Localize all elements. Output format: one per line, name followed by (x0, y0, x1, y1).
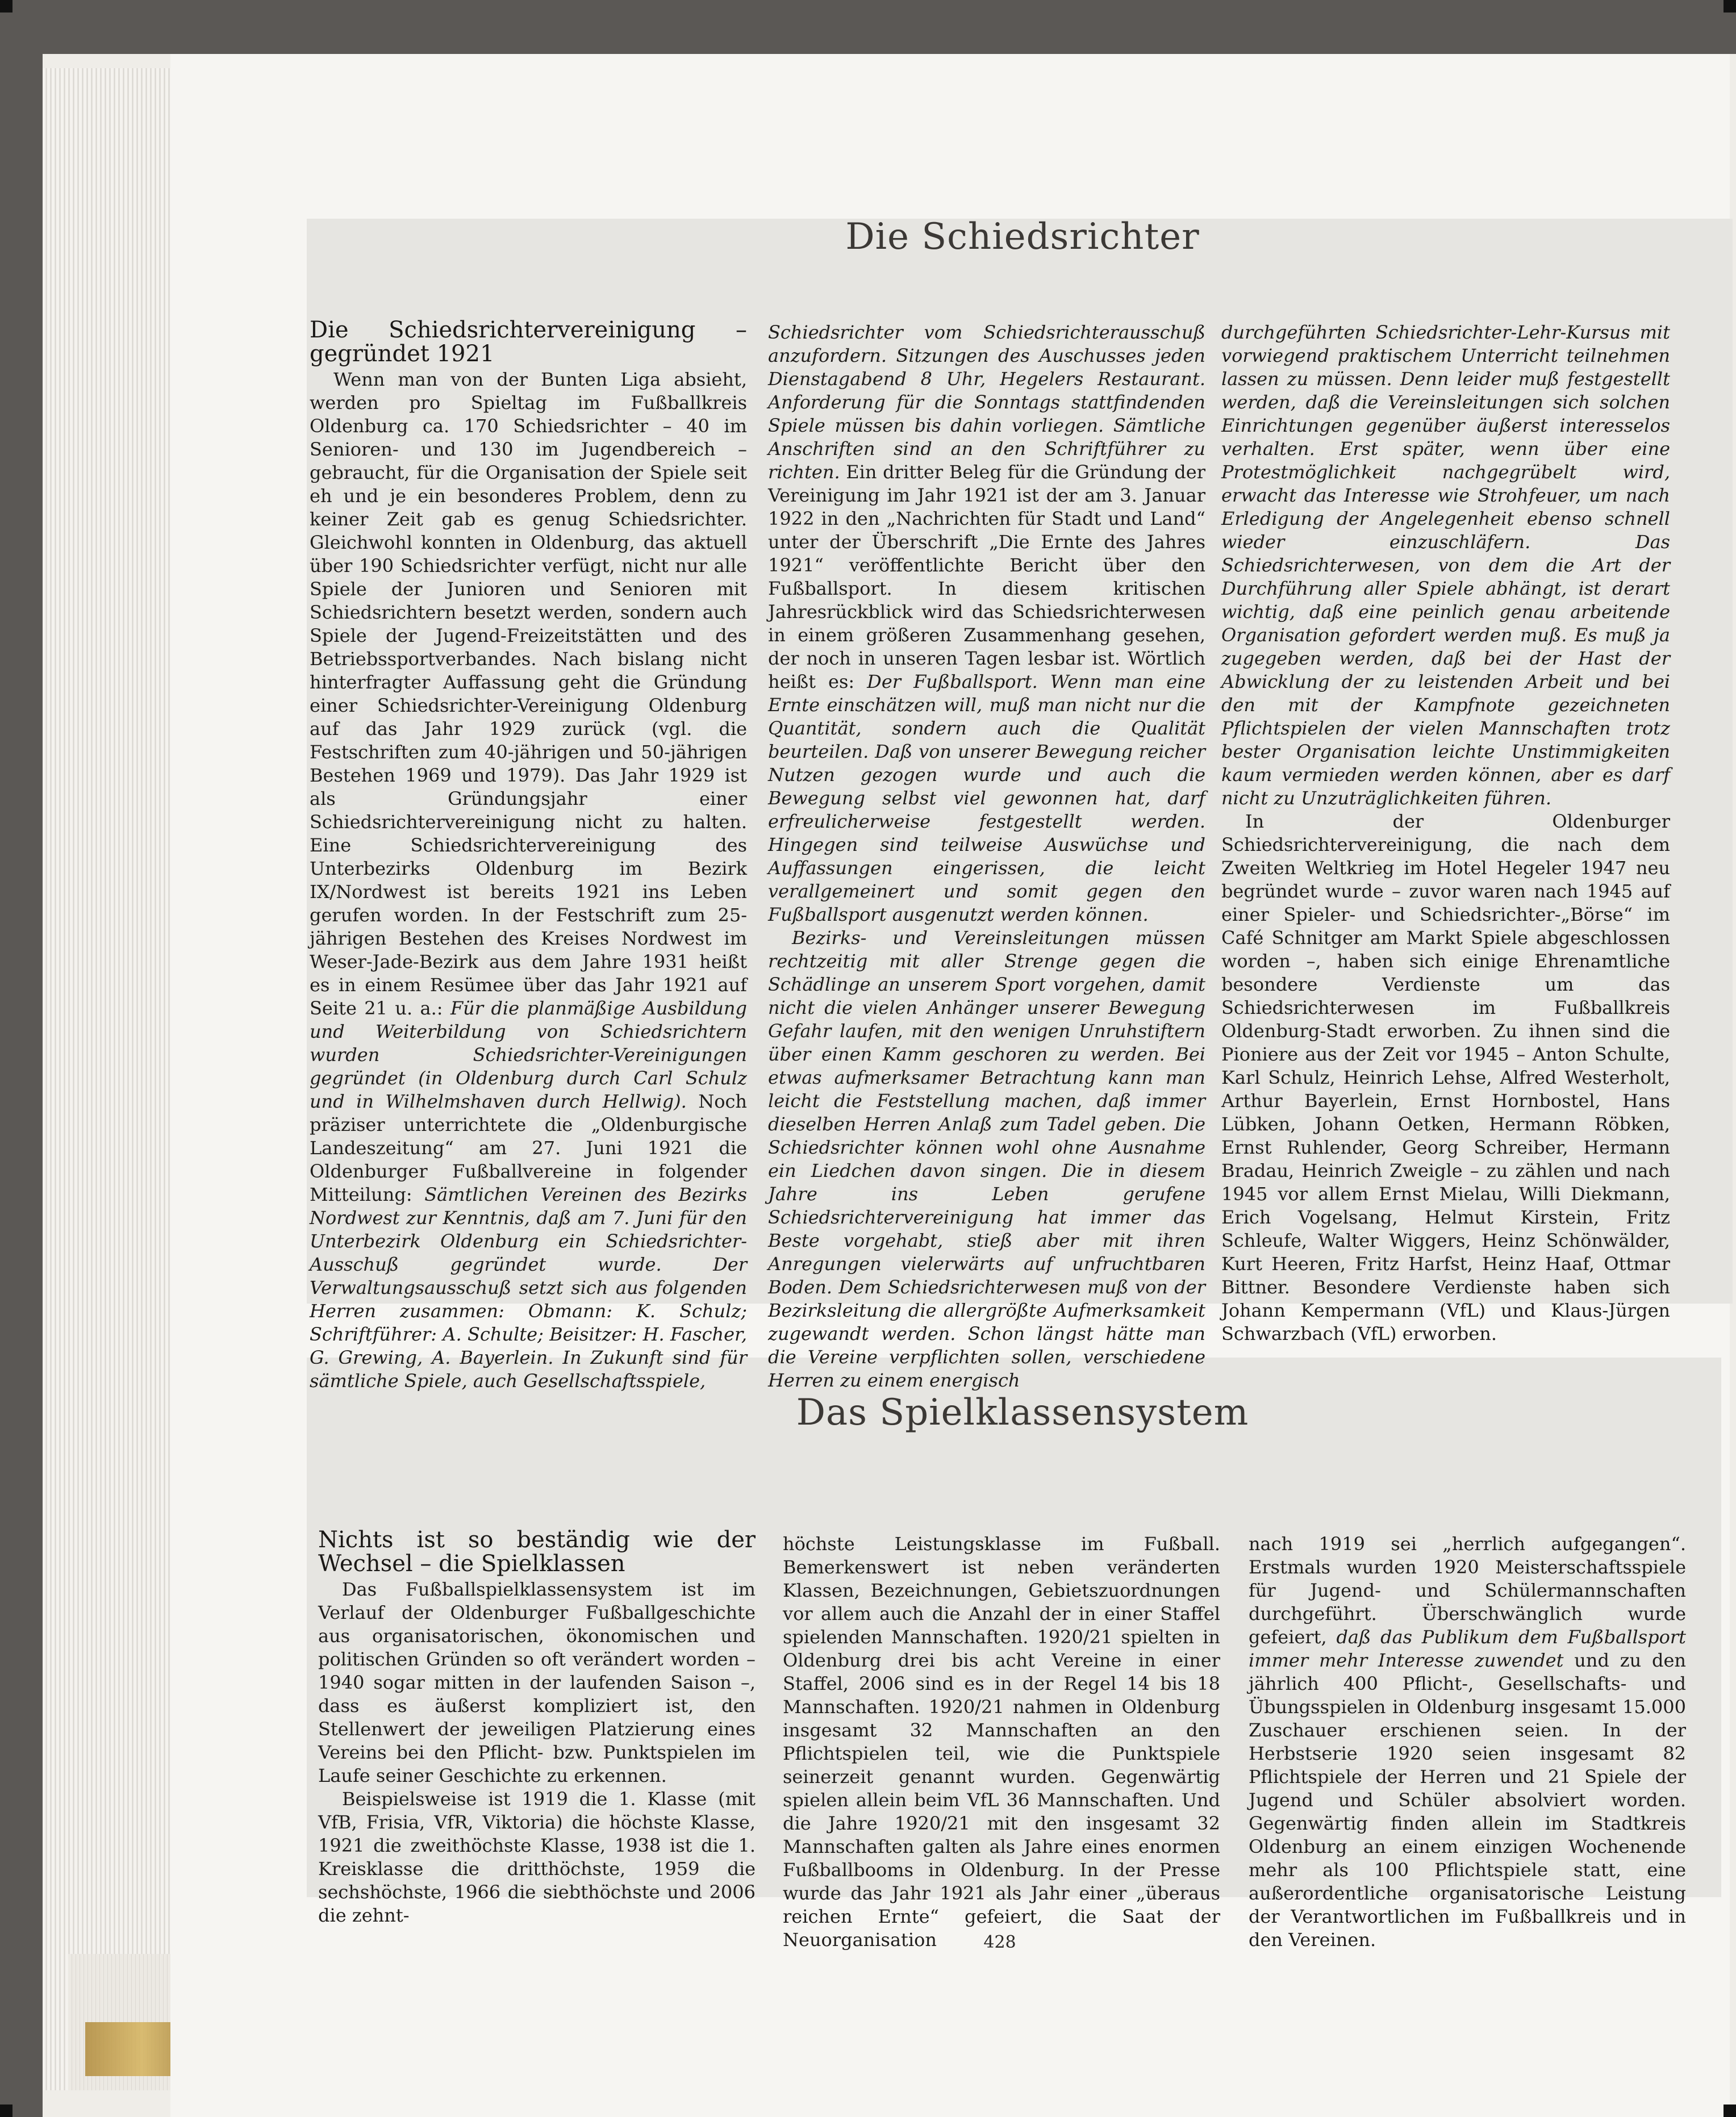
italic-text: Bezirks- und Vereinsleitungen müssen rechtzeitig mit aller Strenge gegen die Schädlinge an unserem Sport vorgehen, damit nicht die vielen Anhänger unserer Bewegung Gefahr laufen, mit den wenigen Unruhstiftern über einen Kamm geschoren zu werden. Bei etwas aufmerksamer Betrachtung kann man leicht die Feststellung machen, daß immer dieselben Herren Anlaß zum Tadel geben. Die Schiedsrichter können wohl ohne Ausnahme ein Liedchen davon singen. Die in diesem Jahre ins Leben gerufene Schiedsrichtervereinigung hat immer das Beste vorgehabt, stieß aber mit ihren Anregungen vielerwärts auf unfruchtbaren Boden. Dem Schiedsrichterwesen muß von der Bezirksleitung die allergrößte Aufmerksamkeit zugewandt werden. Schon längst hätte man die Vereine verpflichten sollen, verschiedene Herren zu einem energisch (768, 927, 1205, 1391)
paragraph (310, 368, 747, 1393)
section-1-column-2 (768, 321, 1205, 1392)
paragraph (768, 926, 1205, 1392)
italic-text: Der Fußballsport. Wenn man eine Ernte einschätzen will, muß man nicht nur die Quantität, sondern auch die Qualität beurteilen. Daß von unserer Bewegung reicher Nutzen gezogen wurde und auch die Bewegung selbst viel gewonnen hat, darf erfreulicherweise festgestellt werden. Hingegen sind teilweise Auswüchse und Auffassungen eingerissen, die leicht verallgemeinert und somit gegen den Fußballsport ausgenutzt werden können. (768, 671, 1205, 925)
section-1-column-3 (1221, 321, 1670, 1346)
italic-text: Schiedsrichter vom Schiedsrichterausschuß anzufordern. Sitzungen des Auschusses jeden Dienstagabend 8 Uhr, Hegelers Restaurant. Anforderung für die Sonntags stattfindenden Spiele müssen bis dahin vorliegen. Sämtliche Anschriften sind an den Schriftführer zu richten. (768, 321, 1205, 483)
column-text (310, 368, 747, 1393)
column-text (783, 1533, 1220, 1952)
section-1-heading: Die Schiedsrichter (845, 216, 1200, 258)
paragraph (1221, 810, 1670, 1346)
scan-corner-mark (1724, 2105, 1736, 2117)
section-2-column-3 (1249, 1533, 1686, 1952)
page-number: 428 (983, 1932, 1016, 1952)
text-run: nach 1919 sei „herrlich aufgegangen“. Erstmals wurden 1920 Meisterschaftsspiele für Jugend- und Schülermannschaften durchgeführt. Überschwänglich wurde gefeiert, (1249, 1533, 1686, 1648)
italic-text: durchgeführten Schiedsrichter-Lehr-Kursus mit vorwiegend praktischem Unterricht teilnehmen lassen zu müssen. Denn leider muß festgestellt werden, daß die Vereinsleitungen sich solchen Einrichtungen gegenüber äußerst interesselos verhalten. Erst später, wenn über eine Protestmöglichkeit nachgegrübelt wird, erwacht das Interesse wie Strohfeuer, um nach Erledigung der Angelegenheit ebenso schnell wieder einzuschläfern. Das Schiedsrichterwesen, von dem die Art der Durchführung aller Spiele abhängt, ist derart wichtig, daß eine peinlich genau arbeitende Organisation gefordert werden muß. Es muß ja zugegeben werden, daß bei der Hast der Abwicklung der zu leistenden Arbeit und bei den mit der Kampfnote gezeichneten Pflichtspielen der vielen Mannschaften trotz bester Organisation leichte Unstimmigkeiten kaum vermieden werden können, aber es darf nicht zu Unzuträglichkeiten führen. (1221, 321, 1670, 809)
scan-corner-mark (0, 2105, 12, 2117)
text-run: Das Fußballspielklassensystem ist im Verlauf der Oldenburger Fußballgeschichte aus organisatorischen, ökonomischen und politischen Gründen so oft verändert worden – 1940 sogar mitten in der laufenden Saison –, dass es äußerst kompliziert ist, den Stellenwert der jeweiligen Platzierung eines Vereins bei den Pflicht- bzw. Punktspielen im Laufe seiner Geschichte zu erkennen. (318, 1579, 756, 1786)
text-run: Ein dritter Beleg für die Gründung der Vereinigung im Jahr 1921 ist der am 3. Januar 1922 in den „Nachrichten für Stadt und Land“ unter der Überschrift „Die Ernte des Jahres 1921“ veröffentlichte Bericht über den Fußballsport. In diesem kritischen Jahresrückblick wird das Schiedsrichterwesen in einem größeren Zusammenhang gesehen, der noch in unseren Tagen lesbar ist. Wörtlich heißt es: (768, 461, 1205, 692)
text-run: Wenn man von der Bunten Liga absieht, werden pro Spieltag im Fußballkreis Oldenburg ca. 170 Schiedsrichter – 40 im Senioren- und 130 im Jugendbereich – gebraucht, für die Organisation der Spiele seit eh und je ein besonderes Problem, denn zu keiner Zeit gab es genug Schiedsrichter. Gleichwohl konnten in Oldenburg, das aktuell über 190 Schiedsrichter verfügt, nicht nur alle Spiele der Junioren und Senioren mit Schiedsrichtern besetzt werden, sondern auch Spiele der Jugend-Freizeitstätten und des Betriebssportverbandes. Nach bislang nicht hinterfragter Auffassung geht die Gründung einer Schiedsrichter-Vereinigung Oldenburg auf das Jahr 1929 zurück (vgl. die Festschriften zum 40-jährigen und 50-jährigen Bestehen 1969 und 1979). Das Jahr 1929 ist als Gründungsjahr einer Schiedsrichtervereinigung nicht zu halten. Eine Schiedsrichtervereinigung des Unterbezirks Oldenburg im Bezirk IX/Nordwest ist bereits 1921 ins Leben gerufen worden. In der Festschrift zum 25-jährigen Bestehen des Kreises Nordwest im Weser-Jade-Bezirk aus dem Jahre 1931 heißt es in einem Resümee über das Jahr 1921 auf Seite 21 u. a.: (310, 369, 747, 1019)
text-run: Beispielsweise ist 1919 die 1. Klasse (mit VfB, Frisia, VfR, Viktoria) die höchste Klasse, 1921 die zweithöchste Klasse, 1938 ist die 1. Kreisklasse die dritthöchste, 1959 die sechshöchste, 1966 die siebthöchste und 2006 die zehnt- (318, 1788, 756, 1926)
text-run: und zu den jährlich 400 Pflicht-, Gesellschafts- und Übungsspielen in Oldenburg insgesamt 15.000 Zuschauer erschienen seien. In der Herbstserie 1920 seien insgesamt 82 Pflichtspiele der Herren und 21 Spiele der Jugend und Schüler absolviert worden. Gegenwärtig finden allein im Stadtkreis Oldenburg an einem einzigen Wochenende mehr als 100 Pflichtspiele statt, eine außerordentliche organisatorische Leistung der Verantwortlichen im Fußballkreis und in den Vereinen. (1249, 1650, 1687, 1951)
text-run: Noch präziser unterrichtete die „Oldenburgische Landeszeitung“ am 27. Juni 1921 die Oldenburger Fußballvereine in folgender Mitteilung: (310, 1091, 748, 1205)
paragraph (318, 1788, 756, 1927)
column-text (318, 1578, 756, 1927)
scan-corner-mark (1724, 0, 1736, 12)
paragraph (318, 1578, 756, 1788)
paragraph (1249, 1533, 1686, 1952)
section-1-column-1 (310, 318, 747, 1393)
italic-text: daß das Publikum dem Fußballsport immer mehr Interesse zuwendet (1249, 1626, 1687, 1671)
italic-text: Für die planmäßige Ausbildung und Weiterbildung von Schiedsrichtern wurden Schiedsrichter-Vereinigungen gegründet (in Oldenburg durch Carl Schulz und in Wilhelmshaven durch Hellwig). (310, 997, 748, 1112)
section-1-subheading: Die Schiedsrichtervereinigung – gegründet 1921 (310, 317, 747, 367)
text-run: In der Oldenburger Schiedsrichtervereinigung, die nach dem Zweiten Weltkrieg im Hotel Hegeler 1947 neu begründet wurde – zuvor waren nach 1945 auf einer Spieler- und Schiedsrichter-„Börse“ im Café Schnitger am Markt Spiele abgeschlossen worden –, haben sich einige Ehrenamtliche besondere Verdienste um das Schiedsrichterwesen im Fußballkreis Oldenburg-Stadt erworben. Zu ihnen sind die Pioniere aus der Zeit vor 1945 – Anton Schulte, Karl Schulz, Heinrich Lehse, Alfred Westerholt, Arthur Bayerlein, Ernst Hornbostel, Hans Lübken, Johann Oetken, Hermann Röbken, Ernst Ruhlender, Georg Schreiber, Hermann Bradau, Heinrich Zweigle – zu zählen und nach 1945 vor allem Ernst Mielau, Willi Diekmann, Erich Vogelsang, Helmut Kirstein, Fritz Schleufe, Walter Wiggers, Heinz Schönwälder, Kurt Heeren, Fritz Harfst, Heinz Haaf, Ottmar Bittner. Besondere Verdienste haben sich Johann Kempermann (VfL) und Klaus-Jürgen Schwarzbach (VfL) erworben. (1221, 811, 1670, 1344)
paragraph (768, 321, 1205, 926)
section-2-column-2 (783, 1533, 1220, 1952)
text-run: höchste Leistungsklasse im Fußball. Bemerkenswert ist neben veränderten Klassen, Bezeichnungen, Gebietszuordnungen vor allem auch die Anzahl der in einer Staffel spielenden Mannschaften. 1920/21 spielten in Oldenburg drei bis acht Vereine in einer Staffel, 2006 sind es in der Regel 14 bis 18 Mannschaften. 1920/21 nahmen in Oldenburg insgesamt 32 Mannschaften an den Pflichtspielen teil, wie die Punktspiele seinerzeit genannt wurden. Gegenwärtig spielen allein beim VfL 36 Mannschaften. Und die Jahre 1920/21 mit den insgesamt 32 Mannschaften galten als Jahre eines enormen Fußballbooms in Oldenburg. In der Presse wurde das Jahr 1921 als Jahr einer „überaus reichen Ernte“ gefeiert, die Saat der Neuorganisation (783, 1533, 1220, 1951)
page-edges (43, 68, 173, 2090)
scan-corner-mark (0, 0, 12, 12)
column-text (1221, 321, 1670, 1346)
column-text (768, 321, 1205, 1392)
column-text (1249, 1533, 1686, 1952)
paragraph (783, 1533, 1220, 1952)
section-2-heading: Das Spielklassensystem (796, 1392, 1249, 1434)
section-2-column-1 (318, 1528, 756, 1927)
paragraph (1221, 321, 1670, 810)
italic-text: Sämtlichen Vereinen des Bezirks Nordwest zur Kenntnis, daß am 7. Juni für den Unterbezirk Oldenburg ein Schiedsrichter-Ausschuß gegründet wurde. Der Verwaltungsausschuß setzt sich aus folgenden Herren zusammen: Obmann: K. Schulz; Schriftführer: A. Schulte; Beisitzer: H. Fascher, G. Grewing, A. Bayerlein. In Zukunft sind für sämtliche Spiele, auch Gesellschaftsspiele, (310, 1184, 748, 1392)
section-2-subheading: Nichts ist so beständig wie der Wechsel – die Spielklassen (318, 1527, 756, 1577)
